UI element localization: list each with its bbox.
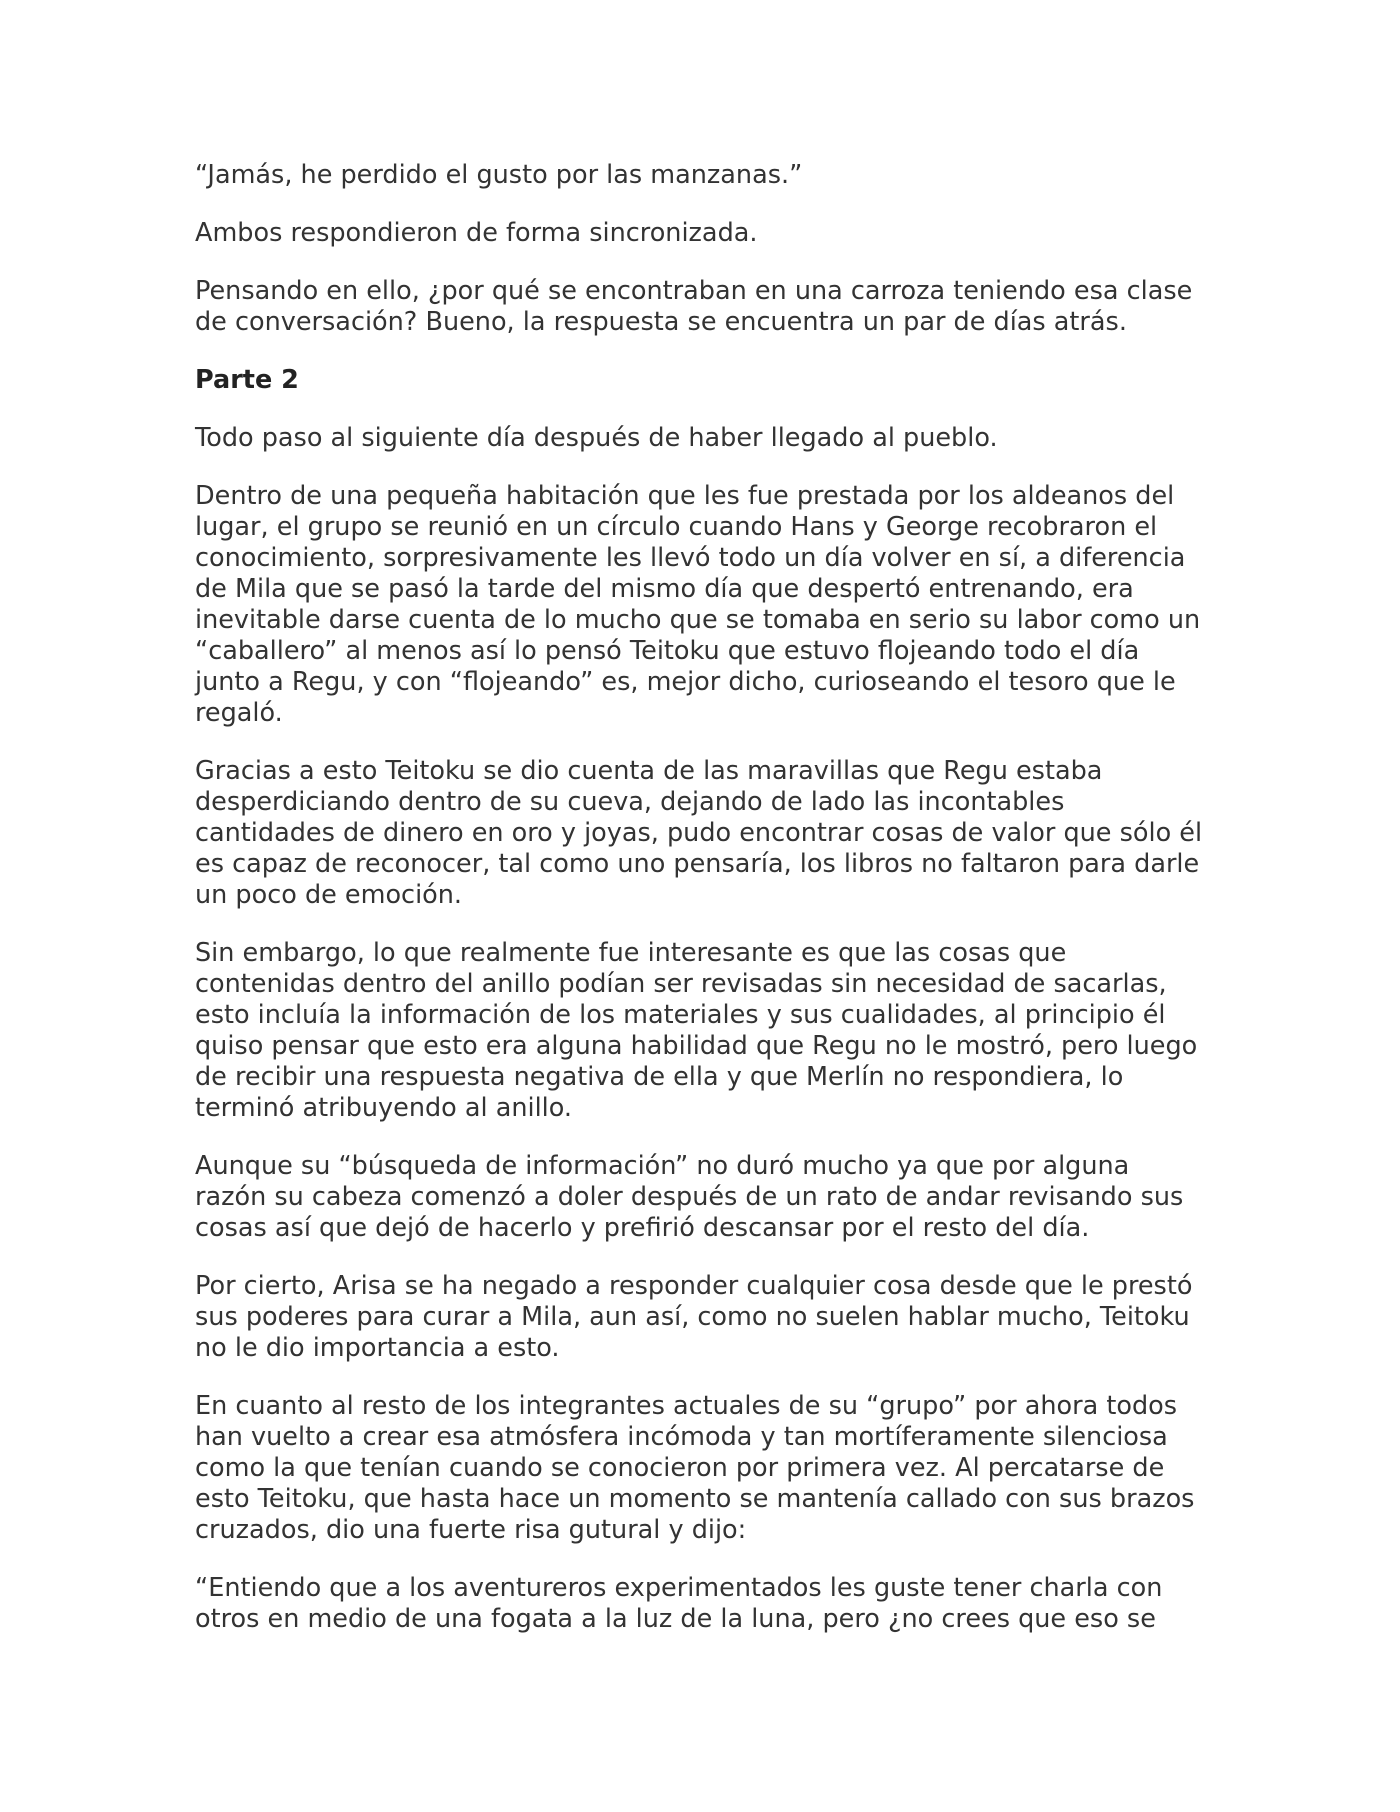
paragraph: “Entiendo que a los aventureros experimentados les guste tener charla con otros en medio de una fogata a la luz de la luna, pero ¿no crees que eso se [195, 1573, 1163, 1634]
paragraph: En cuanto al resto de los integrantes actuales de su “grupo” por ahora todos han vuelto a crear esa atmósfera incómoda y tan mortíferamente silenciosa como la que tenían cuando se conocieron por primera vez. Al percatarse de esto Teitoku, que hasta hace un momento se mantenía callado con sus brazos cruzados, dio una fuerte risa gutural y dijo: [195, 1391, 1195, 1545]
paragraph: Gracias a esto Teitoku se dio cuenta de las maravillas que Regu estaba desperdiciando dentro de su cueva, dejando de lado las incontables cantidades de dinero en oro y joyas, pudo encontrar cosas de valor que sólo él es capaz de reconocer, tal como uno pensaría, los libros no faltaron para darle un poco de emoción. [195, 756, 1203, 910]
paragraph: Pensando en ello, ¿por qué se encontraban en una carroza teniendo esa clase de conversación? Bueno, la respuesta se encuentra un par de días atrás. [195, 276, 1193, 337]
paragraph: “Jamás, he perdido el gusto por las manzanas.” [195, 160, 803, 190]
document-body [195, 160, 1205, 1662]
paragraph: Dentro de una pequeña habitación que les fue prestada por los aldeanos del lugar, el grupo se reunió en un círculo cuando Hans y George recobraron el conocimiento, sorpresivamente les llevó todo un día volver en sí, a diferencia de Mila que se pasó la tarde del mismo día que despertó entrenando, era inevitable darse cuenta de lo mucho que se tomaba en serio su labor como un “caballero” al menos así lo pensó Teitoku que estuvo flojeando todo el día junto a Regu, y con “flojeando” es, mejor dicho, curioseando el tesoro que le regaló. [195, 481, 1201, 728]
paragraph: Sin embargo, lo que realmente fue interesante es que las cosas que contenidas dentro del anillo podían ser revisadas sin necesidad de sacarlas, esto incluía la información de los materiales y sus cualidades, al principio él quiso pensar que esto era alguna habilidad que Regu no le mostró, pero luego de recibir una respuesta negativa de ella y que Merlín no respondiera, lo terminó atribuyendo al anillo. [195, 938, 1198, 1123]
paragraph: Ambos respondieron de forma sincronizada. [195, 218, 758, 248]
paragraph: Por cierto, Arisa se ha negado a responder cualquier cosa desde que le prestó sus poderes para curar a Mila, aun así, como no suelen hablar mucho, Teitoku no le dio importancia a esto. [195, 1271, 1193, 1363]
paragraph: Todo paso al siguiente día después de haber llegado al pueblo. [195, 423, 998, 453]
section-heading: Parte 2 [195, 365, 299, 395]
paragraph: Aunque su “búsqueda de información” no duró mucho ya que por alguna razón su cabeza comenzó a doler después de un rato de andar revisando sus cosas así que dejó de hacerlo y prefirió descansar por el resto del día. [195, 1151, 1184, 1243]
